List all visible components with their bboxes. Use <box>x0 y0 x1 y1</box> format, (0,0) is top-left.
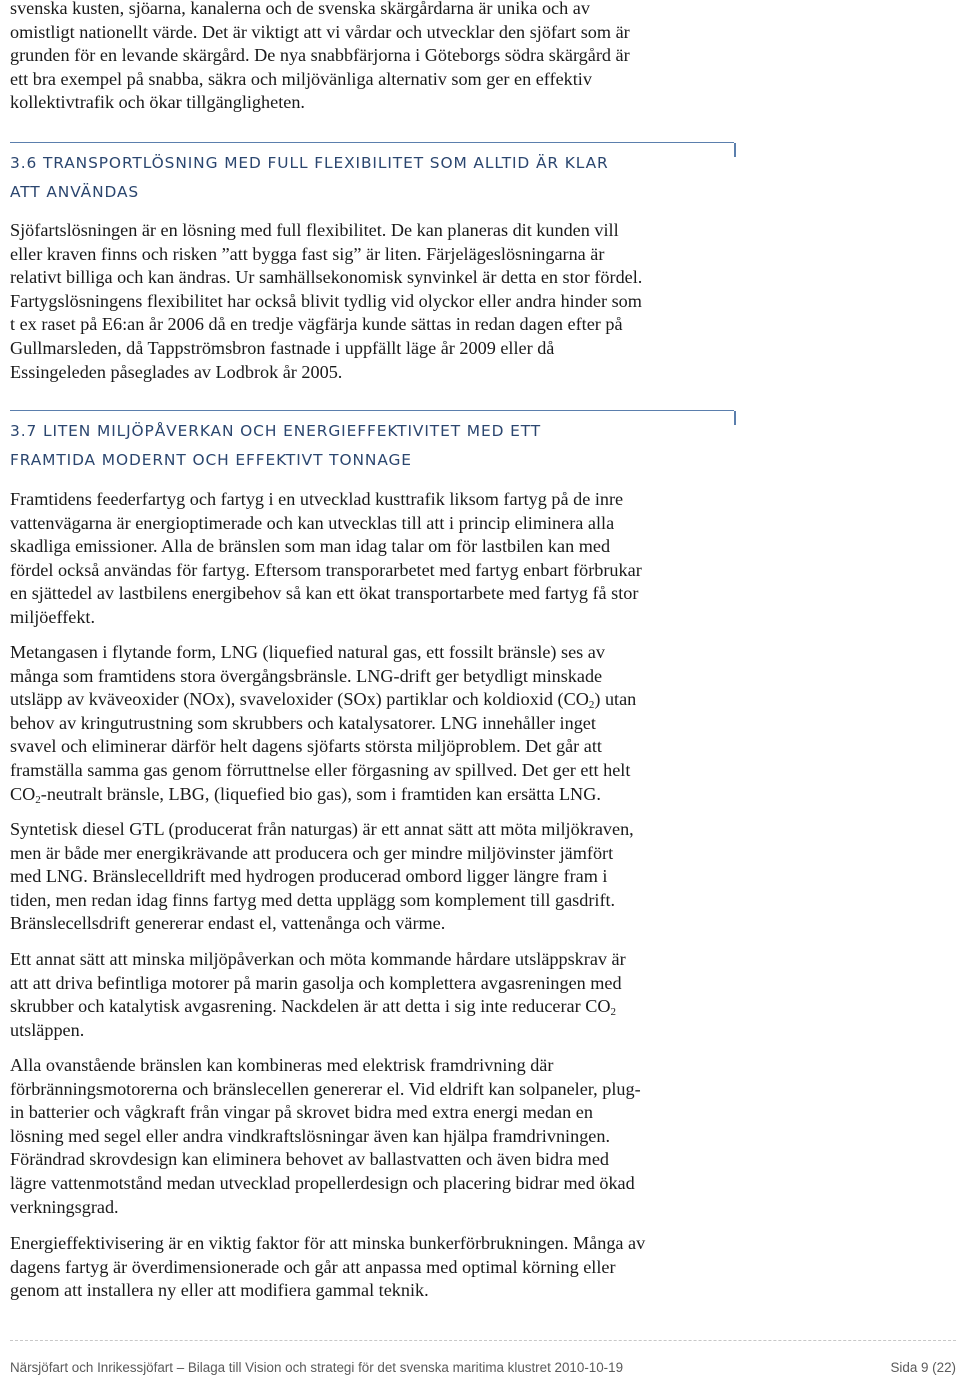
section-heading-3-6 <box>10 142 734 207</box>
text-line: Framtidens feederfartyg och fartyg i en utvecklad kusttrafik liksom fartyg på de inre <box>10 489 624 509</box>
text-line: behov av kringutrustning som skrubbers och katalysatorer. LNG innehåller inget <box>10 712 596 733</box>
text-line: Fartygslösningens flexibilitet har också blivit tydlig vid olyckor eller andra hinder som <box>10 290 642 311</box>
page-number: Sida 9 (22) <box>890 1360 956 1375</box>
footer-divider <box>10 1340 956 1341</box>
section-3-7-paragraph-4 <box>10 948 626 1042</box>
text-line: miljöeffekt. <box>10 606 96 627</box>
text-line: kollektivtrafik och ökar tillgängligheten. <box>10 92 305 113</box>
text-line: relativt billiga och kan ändras. Ur samhällsekonomisk synvinkel är detta en stor fördel. <box>10 267 643 288</box>
section-3-7-paragraph-3 <box>10 818 634 936</box>
text-line: att att driva befintliga motorer på marin gasolja och komplettera avgasreningen med <box>10 972 622 993</box>
text-line: framställa samma gas genom förruttnelse eller förgasning av spillved. Det ger ett helt <box>10 759 631 780</box>
footer-title: Närsjöfart och Inrikessjöfart – Bilaga till Vision och strategi för det svenska maritima klustret 2010-10-19 <box>10 1360 624 1375</box>
section-3-7-paragraph-6 <box>10 1232 645 1303</box>
text-line: svenska kusten, sjöarna, kanalerna och de svenska skärgårdarna är unika och av <box>10 0 590 18</box>
text-line: många som framtidens stora övergångsbränsle. LNG-drift ger betydligt minskade <box>10 665 603 686</box>
text-line: Alla ovanstående bränslen kan kombineras med elektrisk framdrivning där <box>10 1055 554 1075</box>
subscript: 2 <box>35 793 41 806</box>
text-line: verkningsgrad. <box>10 1196 119 1217</box>
text-line: $CO_2$-neutralt bränsle, LBG, (liquefied bio gas), som i framtiden kan ersätta LNG. <box>10 783 601 806</box>
section-3-7-paragraph-1 <box>10 488 642 630</box>
text-line: tiden, men redan idag finns fartyg med detta upplägg som komplement till gasdrift. <box>10 889 616 910</box>
subscript: 2 <box>588 699 595 712</box>
section-heading-text: 3.7 LITEN MILJÖPÅVERKAN OCH ENERGIEFFEKTIVITET MED ETT FRAMTIDA MODERNT OCH EFFEKTIVT TONNAGE <box>10 422 542 469</box>
intro-paragraph <box>10 0 630 115</box>
text-line: en sjättedel av lastbilens energibehov så kan ett ökat transportarbete med fartyg få stor <box>10 583 639 604</box>
section-heading-3-7 <box>10 410 734 475</box>
text-line: Ett annat sätt att minska miljöpåverkan och möta kommande hårdare utsläppskrav är <box>10 949 626 969</box>
text-line: Energieffektivisering är en viktig faktor för att minska bunkerförbrukningen. Många av <box>10 1233 646 1253</box>
text-line: Syntetisk diesel GTL (producerat från naturgas) är ett annat sätt att möta miljökraven, <box>10 819 634 839</box>
text-line: vattenvägarna är energioptimerade och kan utvecklas till att i princip eliminera alla <box>10 512 615 533</box>
text-line: omistligt nationellt värde. Det är viktigt att vi vårdar och utvecklar den sjöfart som är <box>10 21 630 42</box>
text-line: skrubber och katalytisk avgasrening. Nackdelen är att detta i sig inte reducerar $CO_2$ <box>10 996 616 1019</box>
text-line: förbränningsmotorerna och bränslecellen genererar el. Vid eldrift kan solpaneler, plug- <box>10 1078 641 1099</box>
text-line: Bränslecellsdrift genererar endast el, vattenånga och värme. <box>10 913 446 934</box>
text-line: skadliga emissioner. Alla de bränslen som man idag talar om för lastbilen kan med <box>10 536 611 557</box>
text-line: lösning med segel eller andra vindkraftslösningar även kan hjälpa framdrivningen. <box>10 1125 611 1146</box>
section-3-6-paragraph <box>10 219 642 384</box>
text-line: in batterier och vågkraft från vingar på skrovet bidra med extra energi medan en <box>10 1102 593 1123</box>
section-heading-text: 3.6 TRANSPORTLÖSNING MED FULL FLEXIBILITET SOM ALLTID ÄR KLAR ATT ANVÄNDAS <box>10 154 609 201</box>
text-line: Sjöfartslösningen är en lösning med full flexibilitet. De kan planeras dit kunden vill <box>10 220 619 240</box>
text-line: genom att installera ny eller att modifiera gammal teknik. <box>10 1280 429 1301</box>
text-line: fördel också användas för fartyg. Eftersom transporarbetet med fartyg enbart förbrukar <box>10 559 642 580</box>
subscript: 2 <box>610 1006 616 1019</box>
text-line: Metangasen i flytande form, LNG (liquefied natural gas, ett fossilt bränsle) ses av <box>10 642 605 662</box>
text-line: ett bra exempel på snabba, säkra och miljövänliga alternativ som ger en effektiv <box>10 68 592 89</box>
section-3-7-paragraph-5 <box>10 1054 641 1219</box>
text-line: men är både mer energikrävande att producera och ger mindre miljövinster jämfört <box>10 842 614 863</box>
text-line: t ex raset på E6:an år 2006 då en tredje vägfärja kunde sättas in redan dagen efter på <box>10 314 623 335</box>
text-line: eller kraven finns och risken ”att bygga fast sig” är liten. Färjelägeslösningarna är <box>10 243 605 264</box>
text-line: Gullmarsleden, då Tappströmsbron fastnade i uppfällt läge år 2009 eller då <box>10 337 555 358</box>
text-line: dagens fartyg är överdimensionerade och går att anpassa med optimal körning eller <box>10 1256 616 1277</box>
text-line: utsläppen. <box>10 1019 85 1040</box>
text-line: med LNG. Bränslecelldrift med hydrogen producerad ombord ligger längre fram i <box>10 866 608 887</box>
text-line: lägre vattenmotstånd medan utvecklad propellerdesign och placering bidrar med ökad <box>10 1172 635 1193</box>
text-line: svavel och eliminerar därför helt dagens sjöfarts största miljöproblem. Det går att <box>10 736 602 757</box>
page-footer <box>10 1360 956 1375</box>
section-3-7-paragraph-2 <box>10 641 636 806</box>
text-line: Essingeleden påseglades av Lodbrok år 2005. <box>10 361 343 382</box>
text-line: utsläpp av kväveoxider (NOx), svaveloxider (SOx) partiklar och koldioxid $(CO_2)$ utan <box>10 689 637 712</box>
text-line: grunden för en levande skärgård. De nya snabbfärjorna i Göteborgs södra skärgård är <box>10 45 630 66</box>
text-line: Förändrad skrovdesign kan eliminera behovet av ballastvatten och även bidra med <box>10 1149 609 1170</box>
